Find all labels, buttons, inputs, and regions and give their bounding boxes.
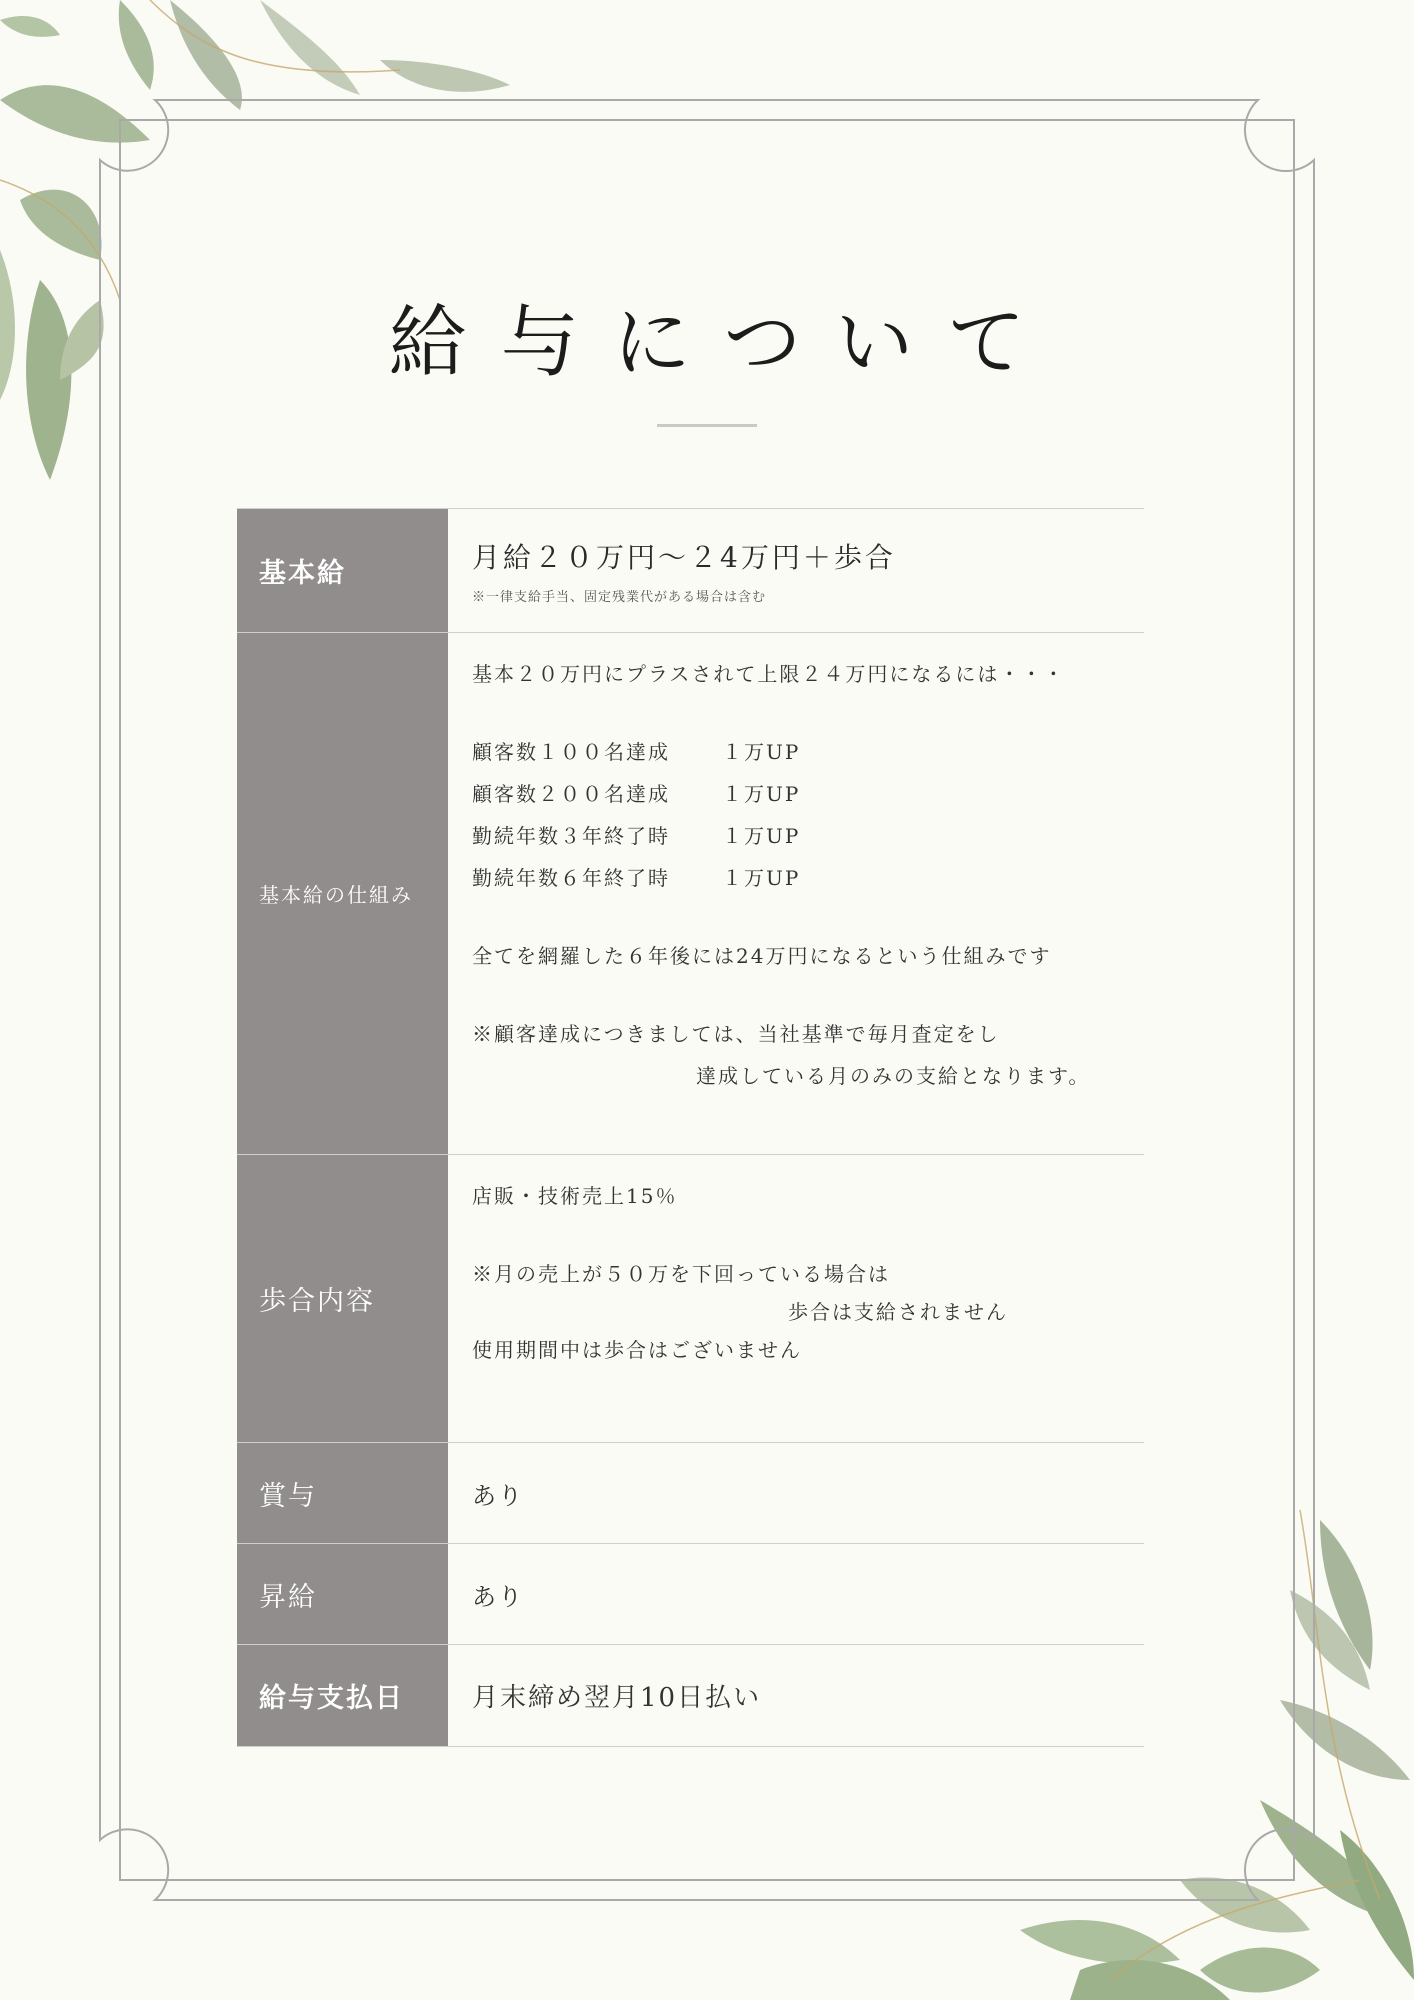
row-label: 給与支払日 — [237, 1645, 448, 1747]
row-label: 基本給の仕組み — [237, 633, 448, 1155]
table-row-base-salary — [237, 509, 1144, 633]
row-label: 基本給 — [237, 509, 448, 633]
condition-item: 顧客数２００名達成 １万UP — [472, 782, 801, 806]
row-label: 歩合内容 — [237, 1155, 448, 1443]
table-row-commission — [237, 1155, 1144, 1443]
condition-item: 顧客数１００名達成 １万UP — [472, 740, 801, 764]
salary-table — [237, 508, 1144, 1747]
row-label: 昇給 — [237, 1544, 448, 1645]
base-salary-amount: 月給２０万円〜２4万円＋歩合 — [472, 541, 896, 574]
row-value — [448, 633, 1144, 1155]
structure-note-line2: 達成している月のみの支給となります。 — [696, 1064, 1091, 1088]
row-value — [448, 1155, 1144, 1443]
table-row-raise — [237, 1544, 1144, 1645]
base-salary-note: ※一律支給手当、固定残業代がある場合は含む — [472, 590, 767, 605]
commission-rate: 店販・技術売上15％ — [472, 1184, 678, 1208]
page-title: 給与について — [388, 298, 1060, 388]
table-row-payday — [237, 1645, 1144, 1747]
commission-condition-cont: 歩合は支給されません — [788, 1300, 1008, 1324]
title-divider — [657, 424, 757, 427]
structure-intro: 基本２０万円にプラスされて上限２４万円になるには・・・ — [472, 662, 1066, 686]
row-value: あり — [448, 1544, 1144, 1645]
row-value — [448, 509, 1144, 633]
table-row-bonus — [237, 1443, 1144, 1544]
row-value: 月末締め翌月10日払い — [448, 1645, 1144, 1747]
row-value: あり — [448, 1443, 1144, 1544]
structure-summary: 全てを網羅した６年後には24万円になるという仕組みです — [472, 944, 1052, 968]
commission-condition: ※月の売上が５０万を下回っている場合は — [472, 1262, 890, 1286]
structure-note-line1: ※顧客達成につきましては、当社基準で毎月査定をし — [472, 1022, 1000, 1046]
condition-item: 勤続年数３年終了時 １万UP — [472, 824, 801, 848]
table-row-salary-structure — [237, 633, 1144, 1155]
row-label: 賞与 — [237, 1443, 448, 1544]
commission-trial-note: 使用期間中は歩合はございません — [472, 1338, 802, 1362]
condition-item: 勤続年数６年終了時 １万UP — [472, 866, 801, 890]
